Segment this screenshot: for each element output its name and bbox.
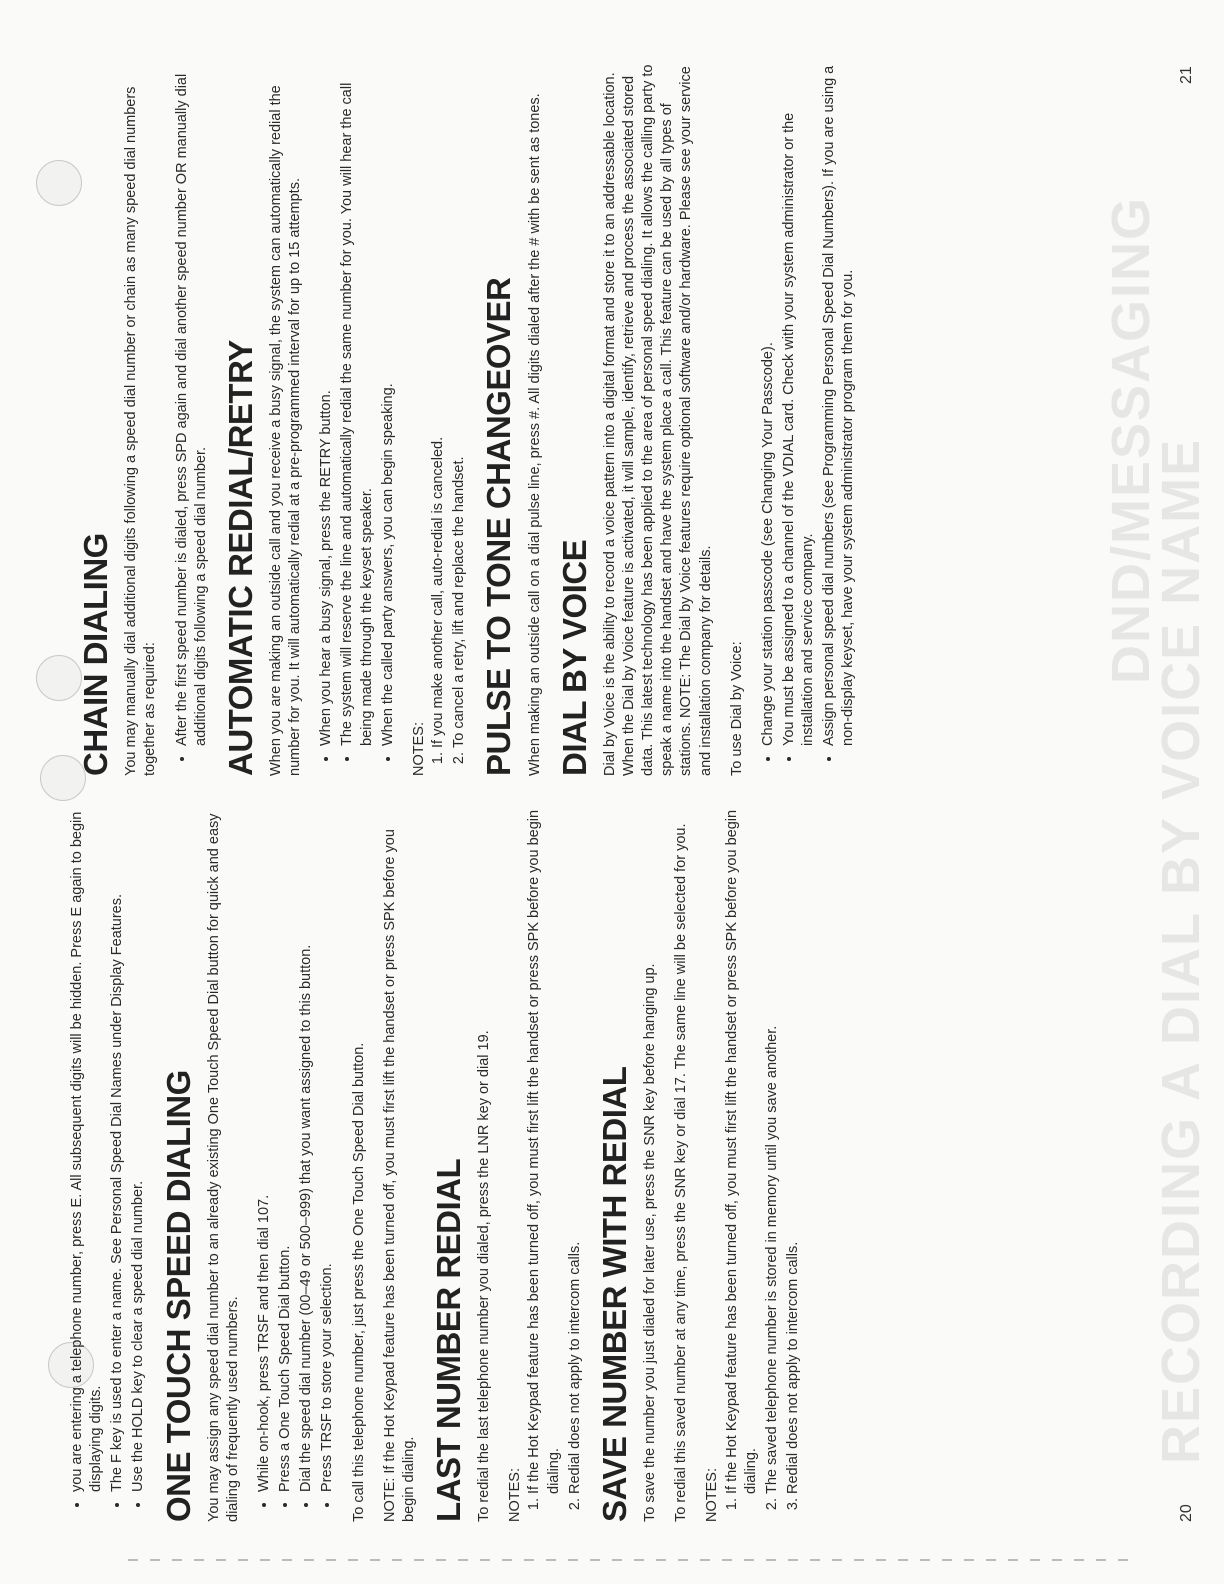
section-title-one-touch: ONE TOUCH SPEED DIALING	[159, 1070, 197, 1522]
list-item: • You must be assigned to a channel of the VDIAL card. Check with your system administrator or the installation and service company.	[780, 56, 818, 746]
notes-label: NOTES:	[704, 1468, 721, 1522]
notes-label: NOTES:	[410, 722, 427, 776]
section-title-save-number: SAVE NUMBER WITH REDIAL	[595, 1066, 633, 1522]
list-item: • you are entering a telephone number, press E. All subsequent digits will be hidden. Press E again to begin displaying digits.	[68, 802, 106, 1492]
paragraph: To redial this saved number at any time, press the SNR key or dial 17. The same line will be selected for you.	[673, 823, 690, 1522]
section-title-voice: DIAL BY VOICE	[555, 539, 593, 776]
bullet-list	[759, 56, 859, 776]
section-title-last-number: LAST NUMBER REDIAL	[429, 1158, 467, 1522]
bullet-list	[317, 56, 398, 776]
paragraph: To save the number you just dialed for later use, press the SNR key before hanging up.	[642, 963, 659, 1522]
list-item: 1. If you make another call, auto-redial is canceled.	[429, 56, 448, 748]
list-item: • When you hear a busy signal, press the RETRY button.	[317, 56, 336, 746]
notes-list	[429, 56, 469, 776]
page-number-left: 20	[1178, 1504, 1195, 1522]
page-number-right: 21	[1178, 66, 1195, 84]
paragraph: Dial by Voice is the ability to record a voice pattern into a digital format and store it to an addressable location. When the Dial by Voice feature is activated, it will sample, identify, retrieve and process the associated stored data. This latest technology has been applied to the area of personal speed dialing. It allows the calling party to speak a name into the handset and have the system place a call. This feature can be used by all types of stations. NOTE: The Dial by Voice features require optional software and/or hardware. Please see your service and installation company for details.	[601, 64, 714, 776]
show-through: RECORDING A DIAL BY VOICE NAME	[1151, 437, 1211, 1464]
paragraph: When you are making an outside call and you receive a busy signal, the system can automatically redial the number for you. It will automatically redial at a pre-programmed interval for up to 15 attempts.	[268, 85, 304, 776]
notes-label: NOTES:	[507, 1468, 524, 1522]
step-list	[255, 802, 338, 1522]
notes-list	[723, 802, 804, 1522]
list-item: • Press a One Touch Speed Dial button.	[276, 802, 295, 1492]
list-item: 1. If the Hot Keypad feature has been turned off, you must first lift the handset or press SPK before you begin dialing.	[525, 802, 563, 1494]
list-item: • Use the HOLD key to clear a speed dial number.	[129, 802, 148, 1492]
list-item: • Press TRSF to store your selection.	[318, 802, 337, 1492]
list-item: • Dial the speed dial number (00–49 or 500–999) that you want assigned to this button.	[297, 802, 316, 1492]
paragraph: To redial the last telephone number you dialed, press the LNR key or dial 19.	[476, 1030, 493, 1522]
list-item: • The system will reserve the line and automatically redial the same number for you. You will hear the call being made through the keyset speaker.	[338, 56, 376, 746]
list-item: • After the first speed number is dialed, press SPD again and dial another speed number OR manually dial additional digits following a speed dial number.	[173, 56, 211, 746]
section-title-pulse: PULSE TO TONE CHANGEOVER	[480, 277, 518, 776]
list-item: 2. Redial does not apply to intercom calls.	[566, 802, 585, 1494]
show-through: DND/MESSAGING	[1101, 195, 1161, 684]
list-item: • Change your station passcode (see Changing Your Passcode).	[759, 56, 778, 746]
list-item: • Assign personal speed dial numbers (see Programming Personal Speed Dial Numbers). If you are using a non-display keyset, have your system administrator program them for you.	[820, 56, 858, 746]
section-title-chain: CHAIN DIALING	[77, 533, 114, 776]
paragraph: When making an outside call on a dial pulse line, press #. All digits dialed after the # with be sent as tones.	[526, 93, 543, 776]
note: NOTE: If the Hot Keypad feature has been turned off, you must first lift the handset or press SPK before you begin dialing.	[381, 829, 417, 1522]
bullet-list	[173, 56, 211, 776]
left-page-column	[68, 802, 815, 1522]
intro-bullet-list	[68, 802, 149, 1522]
list-item: • When the called party answers, you can begin speaking.	[379, 56, 398, 746]
list-item: 1. If the Hot Keypad feature has been turned off, you must first lift the handset or press SPK before you begin dialing.	[723, 802, 761, 1494]
paragraph: You may manually dial additional digits following a speed dial number or chain as many speed dial numbers together as required:	[123, 86, 159, 776]
list-item: • While on-hook, press TRSF and then dial 107.	[255, 802, 274, 1492]
list-item: • The F key is used to enter a name. See Personal Speed Dial Names under Display Features.	[108, 802, 127, 1492]
list-item: 2. To cancel a retry, lift and replace the handset.	[450, 56, 469, 748]
paragraph: You may assign any speed dial number to an already existing One Touch Speed Dial button for quick and easy dialing of frequently used numbers.	[205, 813, 241, 1522]
notes-list	[525, 802, 584, 1522]
list-item: 3. Redial does not apply to intercom calls.	[784, 802, 803, 1494]
scan-edge-artifact	[128, 1559, 1128, 1561]
section-title-auto-redial: AUTOMATIC REDIAL/RETRY	[221, 340, 259, 776]
paragraph: To call this telephone number, just press the One Touch Speed Dial button.	[350, 1042, 367, 1522]
right-page-column	[68, 56, 870, 776]
list-item: 2. The saved telephone number is stored in memory until you save another.	[763, 802, 782, 1494]
paragraph: To use Dial by Voice:	[728, 641, 745, 776]
